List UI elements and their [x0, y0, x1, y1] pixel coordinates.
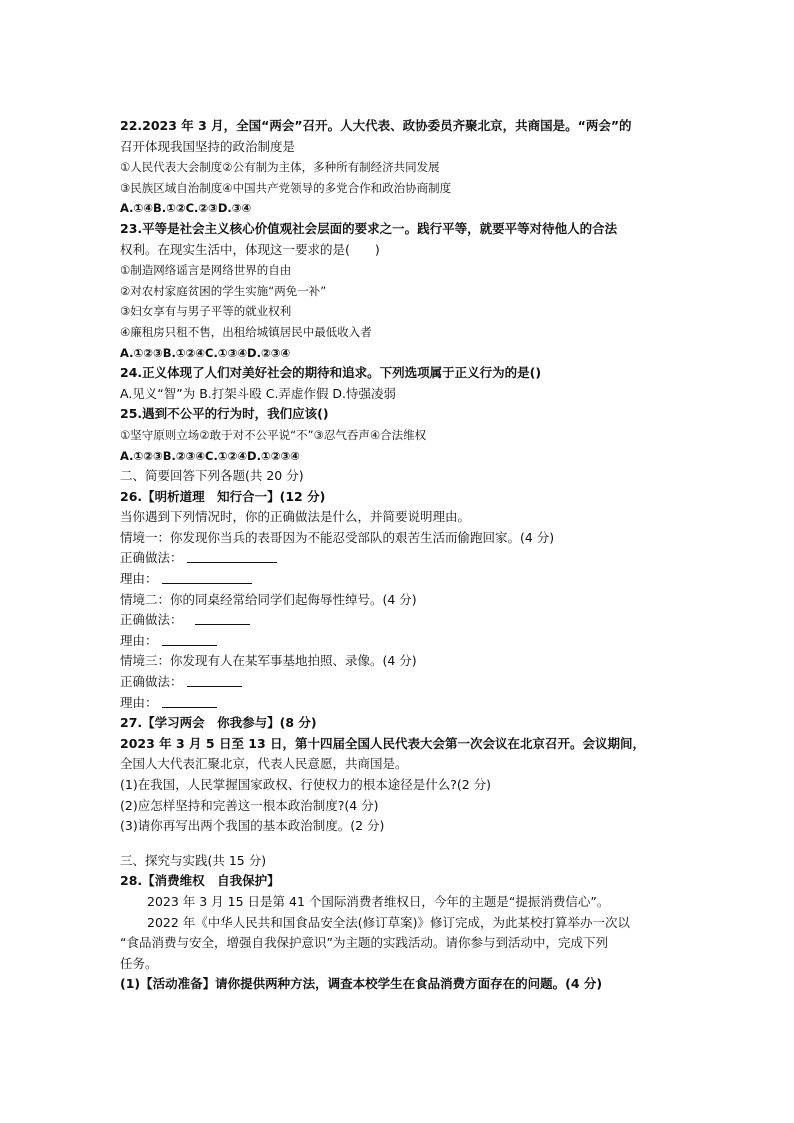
q26-scenario-1: 情境一：你发现你当兵的表哥因为不能忍受部队的艰苦生活而偷跑回家。(4 分) — [120, 529, 555, 545]
q23-stem-line1: 23.平等是社会主义核心价值观社会层面的要求之一。践行平等，就要平等对待他人的合法 — [120, 220, 618, 236]
answer-blank[interactable] — [195, 612, 250, 625]
q23-stem-line2: 权利。在现实生活中，体现这一要求的是( ) — [120, 241, 380, 257]
q25-choices: A.①②③B.②③④C.①②④D.①②③④ — [120, 448, 300, 463]
q23-item-1: ①制造网络谣言是网络世界的自由 — [120, 263, 292, 278]
q26-s3-reason-row — [120, 693, 690, 714]
exam-page — [120, 116, 690, 995]
q26-s2-answer-row — [120, 610, 690, 631]
q28-text-line3: “食品消费与安全，增强自我保护意识”为主题的实践活动。请你参与到活动中，完成下列 — [120, 935, 608, 951]
section2-title: 二、简要回答下列各题(共 20 分) — [120, 468, 304, 484]
q26-s2-reason-row — [120, 631, 690, 652]
q22-item-1: ①人民代表大会制度②公有制为主体，多种所有制经济共同发展 — [120, 160, 440, 175]
q24-stem: 24.正义体现了人们对美好社会的期待和追求。下列选项属于正义行为的是() — [120, 365, 542, 381]
q28-title: 28.【消费维权 自我保护】 — [120, 873, 280, 889]
section3-title: 三、探究与实践(共 15 分) — [120, 852, 267, 868]
answer-blank[interactable] — [162, 633, 217, 646]
q28-text-line1: 2023 年 3 月 15 日是第 41 个国际消费者维权日，今年的主题是“提振消费信心”。 — [147, 893, 610, 909]
q22-stem-line1: 22.2023 年 3 月，全国“两会”召开。人大代表、政协委员齐聚北京，共商国是。“两会”的 — [120, 118, 632, 133]
q28-text-line4: 任务。 — [120, 955, 158, 971]
spacer — [120, 837, 690, 851]
q27-sub-1: (1)在我国，人民掌握国家政权、行使权力的根本途径是什么?(2 分) — [120, 777, 492, 792]
q23-choices: A.①②③B.①②④C.①③④D.②③④ — [120, 345, 291, 360]
answer-blank[interactable] — [187, 674, 242, 687]
correct-action-label: 正确做法： — [120, 674, 183, 690]
q26-scenario-2: 情境二：你的同桌经常给同学们起侮辱性绰号。(4 分) — [120, 591, 417, 607]
q23-item-3: ③妇女享有与男子平等的就业权利 — [120, 304, 292, 319]
q23-item-4: ④廉租房只租不售，出租给城镇居民中最低收入者 — [120, 324, 372, 339]
q26-intro: 当你遇到下列情况时，你的正确做法是什么，并简要说明理由。 — [120, 509, 471, 525]
reason-label: 理由： — [120, 632, 158, 648]
q22-item-2: ③民族区域自治制度④中国共产党领导的多党合作和政治协商制度 — [120, 180, 452, 195]
q28-sub-1: (1)【活动准备】请你提供两种方法，调查本校学生在食品消费方面存在的问题。(4 分) — [120, 976, 603, 992]
reason-label: 理由： — [120, 694, 158, 710]
q26-scenario-3: 情境三：你发现有人在某军事基地拍照、录像。(4 分) — [120, 653, 417, 669]
answer-blank[interactable] — [162, 695, 217, 708]
answer-blank[interactable] — [162, 571, 252, 584]
q27-text-line2: 全国人大代表汇聚北京，代表人民意愿，共商国是。 — [120, 756, 408, 772]
q26-s3-answer-row — [120, 672, 690, 693]
correct-action-label: 正确做法： — [120, 612, 183, 628]
q26-title: 26.【明析道理 知行合一】(12 分) — [120, 488, 326, 504]
q27-text-line1: 2023 年 3 月 5 日至 13 日，第十四届全国人民代表大会第一次会议在北京召开。会议期间， — [120, 735, 646, 751]
q23-item-2: ②对农村家庭贫困的学生实施“两免一补” — [120, 283, 327, 298]
q26-s1-answer-row — [120, 548, 690, 569]
q25-item-1: ①坚守原则立场②敢于对不公平说“不”③忍气吞声④合法维权 — [120, 427, 427, 442]
q24-choices: A.见义“智”为 B.打架斗殴 C.弄虚作假 D.恃强凌弱 — [120, 385, 397, 401]
q27-sub-3: (3)请你再写出两个我国的基本政治制度。(2 分) — [120, 818, 385, 834]
q27-sub-2: (2)应怎样坚持和完善这一根本政治制度?(4 分) — [120, 797, 379, 813]
answer-blank[interactable] — [187, 550, 277, 563]
reason-label: 理由： — [120, 571, 158, 587]
q27-title: 27.【学习两会 你我参与】(8 分) — [120, 715, 317, 731]
q26-s1-reason-row — [120, 569, 690, 590]
q28-text-line2: 2022 年《中华人民共和国食品安全法(修订草案)》修订完成，为此某校打算举办一次以 — [147, 914, 631, 930]
q22-choices: A.①④B.①②C.②③D.③④ — [120, 201, 252, 216]
correct-action-label: 正确做法： — [120, 550, 183, 566]
q25-stem: 25.遇到不公平的行为时，我们应该() — [120, 406, 329, 422]
q22-stem-line2: 召开体现我国坚持的政治制度是 — [120, 138, 296, 154]
